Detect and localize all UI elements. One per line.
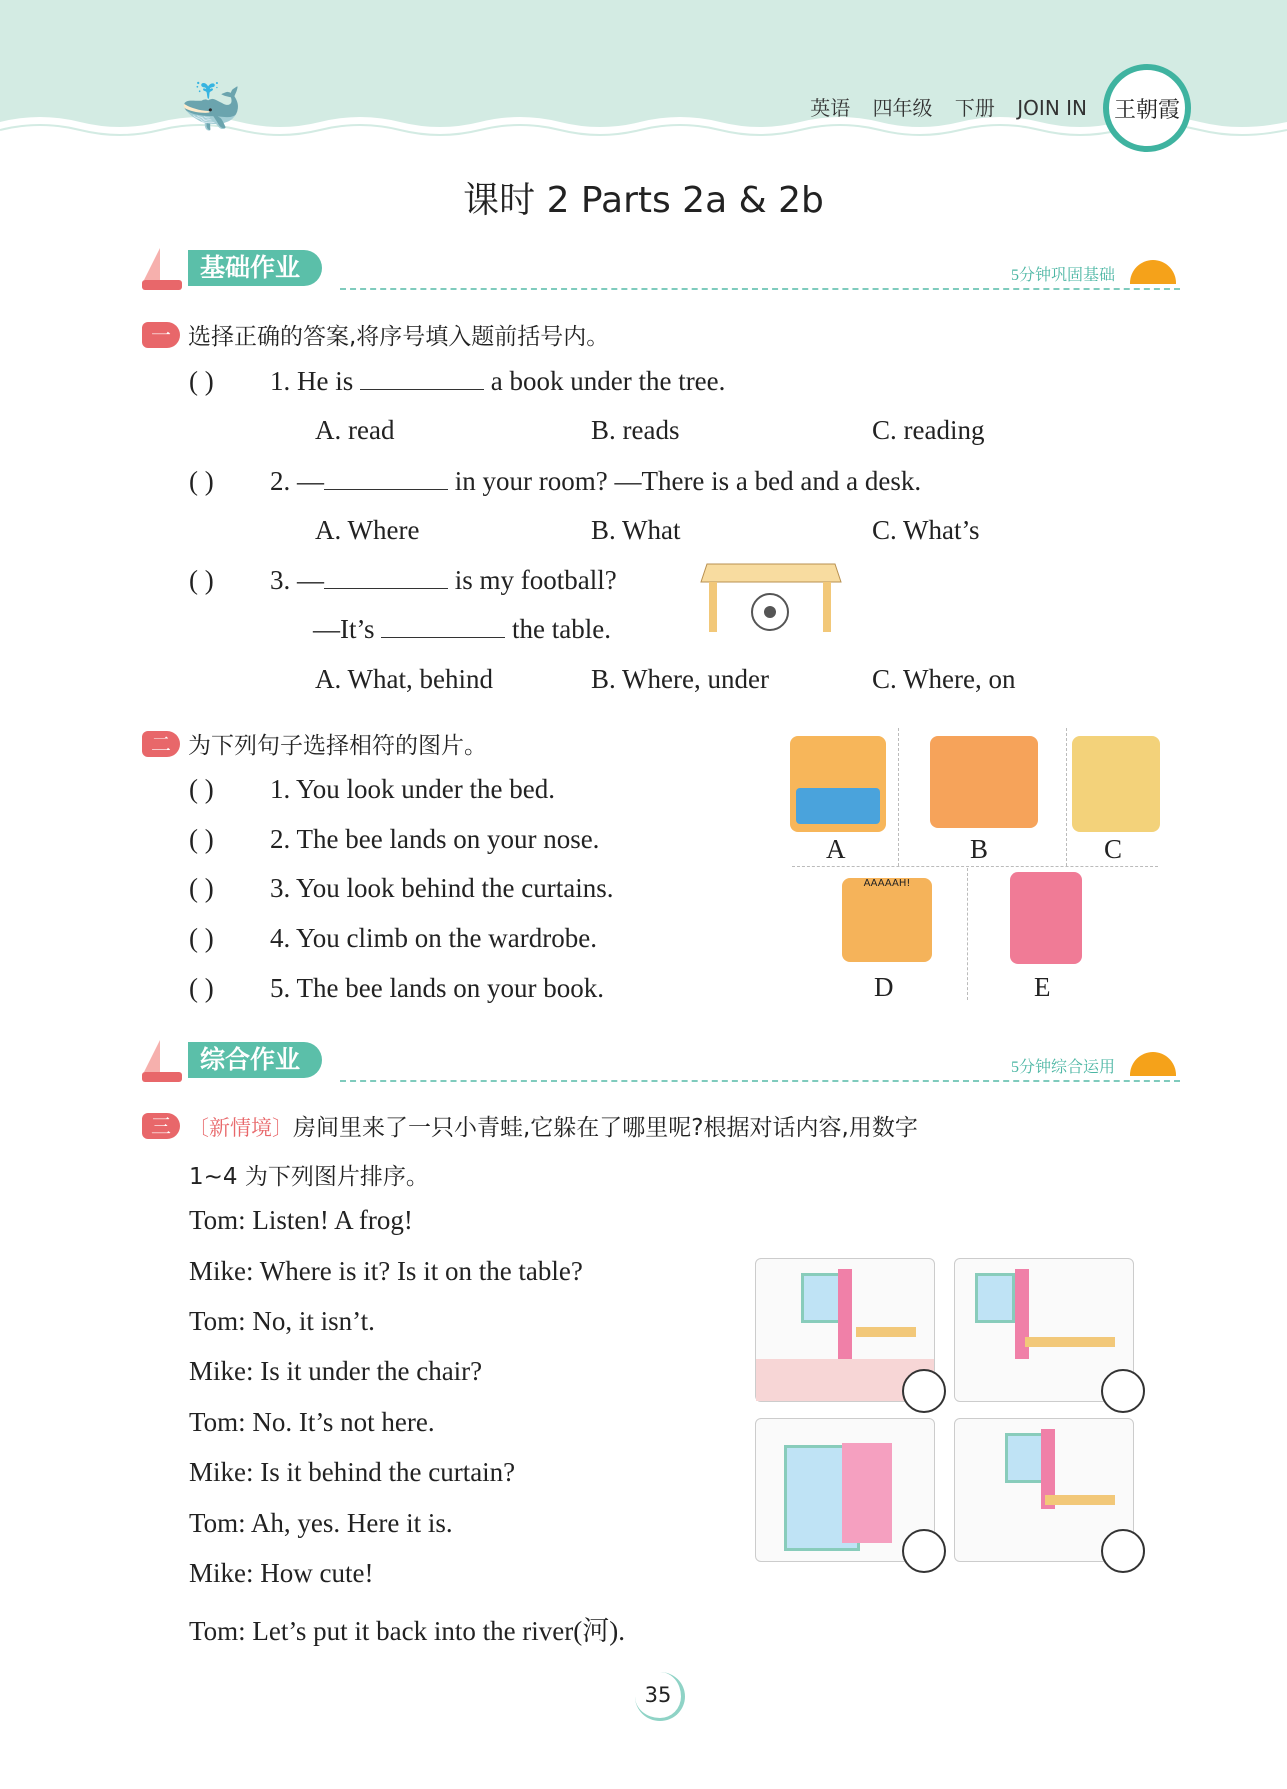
brand-logo: 王朝霞 bbox=[1103, 64, 1191, 152]
order-circle[interactable] bbox=[1101, 1369, 1145, 1413]
section-basic-header bbox=[140, 246, 1180, 296]
dialog-line: Tom: Let’s put it back into the river(河). bbox=[189, 1616, 626, 1646]
header-meta bbox=[794, 92, 1087, 121]
section-note: 5分钟巩固基础 bbox=[1010, 267, 1115, 284]
question-3-instruction-2: 1~4 为下列图片排序。 bbox=[189, 1164, 429, 1190]
q2-item: 3. You look behind the curtains. bbox=[270, 873, 614, 903]
answer-paren[interactable]: ( ) bbox=[189, 366, 214, 396]
scene-behind-curtain bbox=[755, 1418, 935, 1562]
q2-item: 4. You climb on the wardrobe. bbox=[270, 923, 597, 953]
option: A. What, behind bbox=[315, 664, 493, 694]
answer-paren[interactable]: ( ) bbox=[189, 466, 214, 496]
q2-item: 2. The bee lands on your nose. bbox=[270, 824, 600, 854]
option: B. What bbox=[591, 515, 681, 545]
scene-on-table bbox=[954, 1258, 1134, 1402]
section-label: 基础作业 bbox=[188, 250, 322, 286]
sun-icon bbox=[1130, 260, 1176, 284]
answer-blank[interactable] bbox=[360, 367, 484, 390]
scene-under-chair bbox=[755, 1258, 935, 1402]
page-number: 35 bbox=[635, 1672, 685, 1721]
picture-label-b: B bbox=[970, 834, 989, 864]
dialog-line: Mike: Where is it? Is it on the table? bbox=[189, 1256, 583, 1286]
answer-blank[interactable] bbox=[324, 566, 448, 589]
scene-listening bbox=[954, 1418, 1134, 1562]
option: B. reads bbox=[591, 415, 680, 445]
q2-item: 5. The bee lands on your book. bbox=[270, 973, 604, 1003]
question-1-header: 一 选择正确的答案,将序号填入题前括号内。 bbox=[142, 318, 609, 351]
dialog-line: Tom: No. It’s not here. bbox=[189, 1407, 435, 1437]
table-football-illustration bbox=[695, 560, 845, 640]
tiger-curtain-picture bbox=[1010, 872, 1082, 964]
option: A. read bbox=[315, 415, 395, 445]
order-circle[interactable] bbox=[902, 1529, 946, 1573]
picture-label-c: C bbox=[1104, 834, 1123, 864]
dialog-line: Mike: Is it under the chair? bbox=[189, 1356, 483, 1386]
section-note: 5分钟综合运用 bbox=[1010, 1059, 1115, 1076]
answer-paren[interactable]: ( ) bbox=[189, 873, 214, 903]
picture-label-d: D bbox=[874, 972, 894, 1002]
sailboat-icon bbox=[140, 1038, 184, 1084]
volume: 下册 bbox=[954, 96, 995, 120]
q1-item-3-line2: —It’s the table. bbox=[313, 614, 611, 644]
answer-paren[interactable]: ( ) bbox=[189, 923, 214, 953]
sun-icon bbox=[1130, 1052, 1176, 1076]
series: JOIN IN bbox=[1017, 96, 1087, 120]
section-label: 综合作业 bbox=[188, 1042, 322, 1078]
q1-item-3: 3. — is my football? bbox=[270, 565, 617, 595]
tiger-reading-picture bbox=[790, 736, 886, 832]
answer-blank[interactable] bbox=[324, 467, 448, 490]
dialog-line: Tom: Listen! A frog! bbox=[189, 1205, 413, 1235]
section-comprehensive-header bbox=[140, 1038, 1180, 1088]
grade: 四年级 bbox=[872, 96, 933, 120]
sailboat-icon bbox=[140, 246, 184, 292]
option: C. reading bbox=[872, 415, 985, 445]
tiger-wardrobe-picture bbox=[1072, 736, 1160, 832]
answer-paren[interactable]: ( ) bbox=[189, 774, 214, 804]
q2-item: 1. You look under the bed. bbox=[270, 774, 555, 804]
answer-paren[interactable]: ( ) bbox=[189, 973, 214, 1003]
question-3-header: 三 〔新情境〕房间里来了一只小青蛙,它躲在了哪里呢?根据对话内容,用数字 bbox=[142, 1109, 918, 1142]
dialog-line: Tom: Ah, yes. Here it is. bbox=[189, 1508, 453, 1538]
picture-label-e: E bbox=[1034, 972, 1051, 1002]
option: B. Where, under bbox=[591, 664, 769, 694]
dialog-line: Mike: How cute! bbox=[189, 1558, 374, 1588]
q1-item-2: 2. — in your room? —There is a bed and a desk. bbox=[270, 466, 922, 496]
question-2-header: 二 为下列句子选择相符的图片。 bbox=[142, 727, 487, 760]
dialog-line: Tom: No, it isn’t. bbox=[189, 1306, 375, 1336]
answer-paren[interactable]: ( ) bbox=[189, 824, 214, 854]
order-circle[interactable] bbox=[902, 1369, 946, 1413]
picture-label-a: A bbox=[826, 834, 846, 864]
whale-icon: 🐳 bbox=[180, 79, 243, 135]
answer-paren[interactable]: ( ) bbox=[189, 565, 214, 595]
page-title: 课时 2 Parts 2a & 2b bbox=[463, 180, 824, 221]
tiger-bed-picture bbox=[930, 736, 1038, 828]
order-circle[interactable] bbox=[1101, 1529, 1145, 1573]
q1-item-1: 1. He is a book under the tree. bbox=[270, 366, 726, 396]
dialog-line: Mike: Is it behind the curtain? bbox=[189, 1457, 516, 1487]
option: C. What’s bbox=[872, 515, 980, 545]
tiger-nose-picture: AAAAAH! bbox=[842, 878, 932, 962]
option: A. Where bbox=[315, 515, 420, 545]
option: C. Where, on bbox=[872, 664, 1016, 694]
answer-blank[interactable] bbox=[381, 615, 505, 638]
subject: 英语 bbox=[810, 96, 851, 120]
